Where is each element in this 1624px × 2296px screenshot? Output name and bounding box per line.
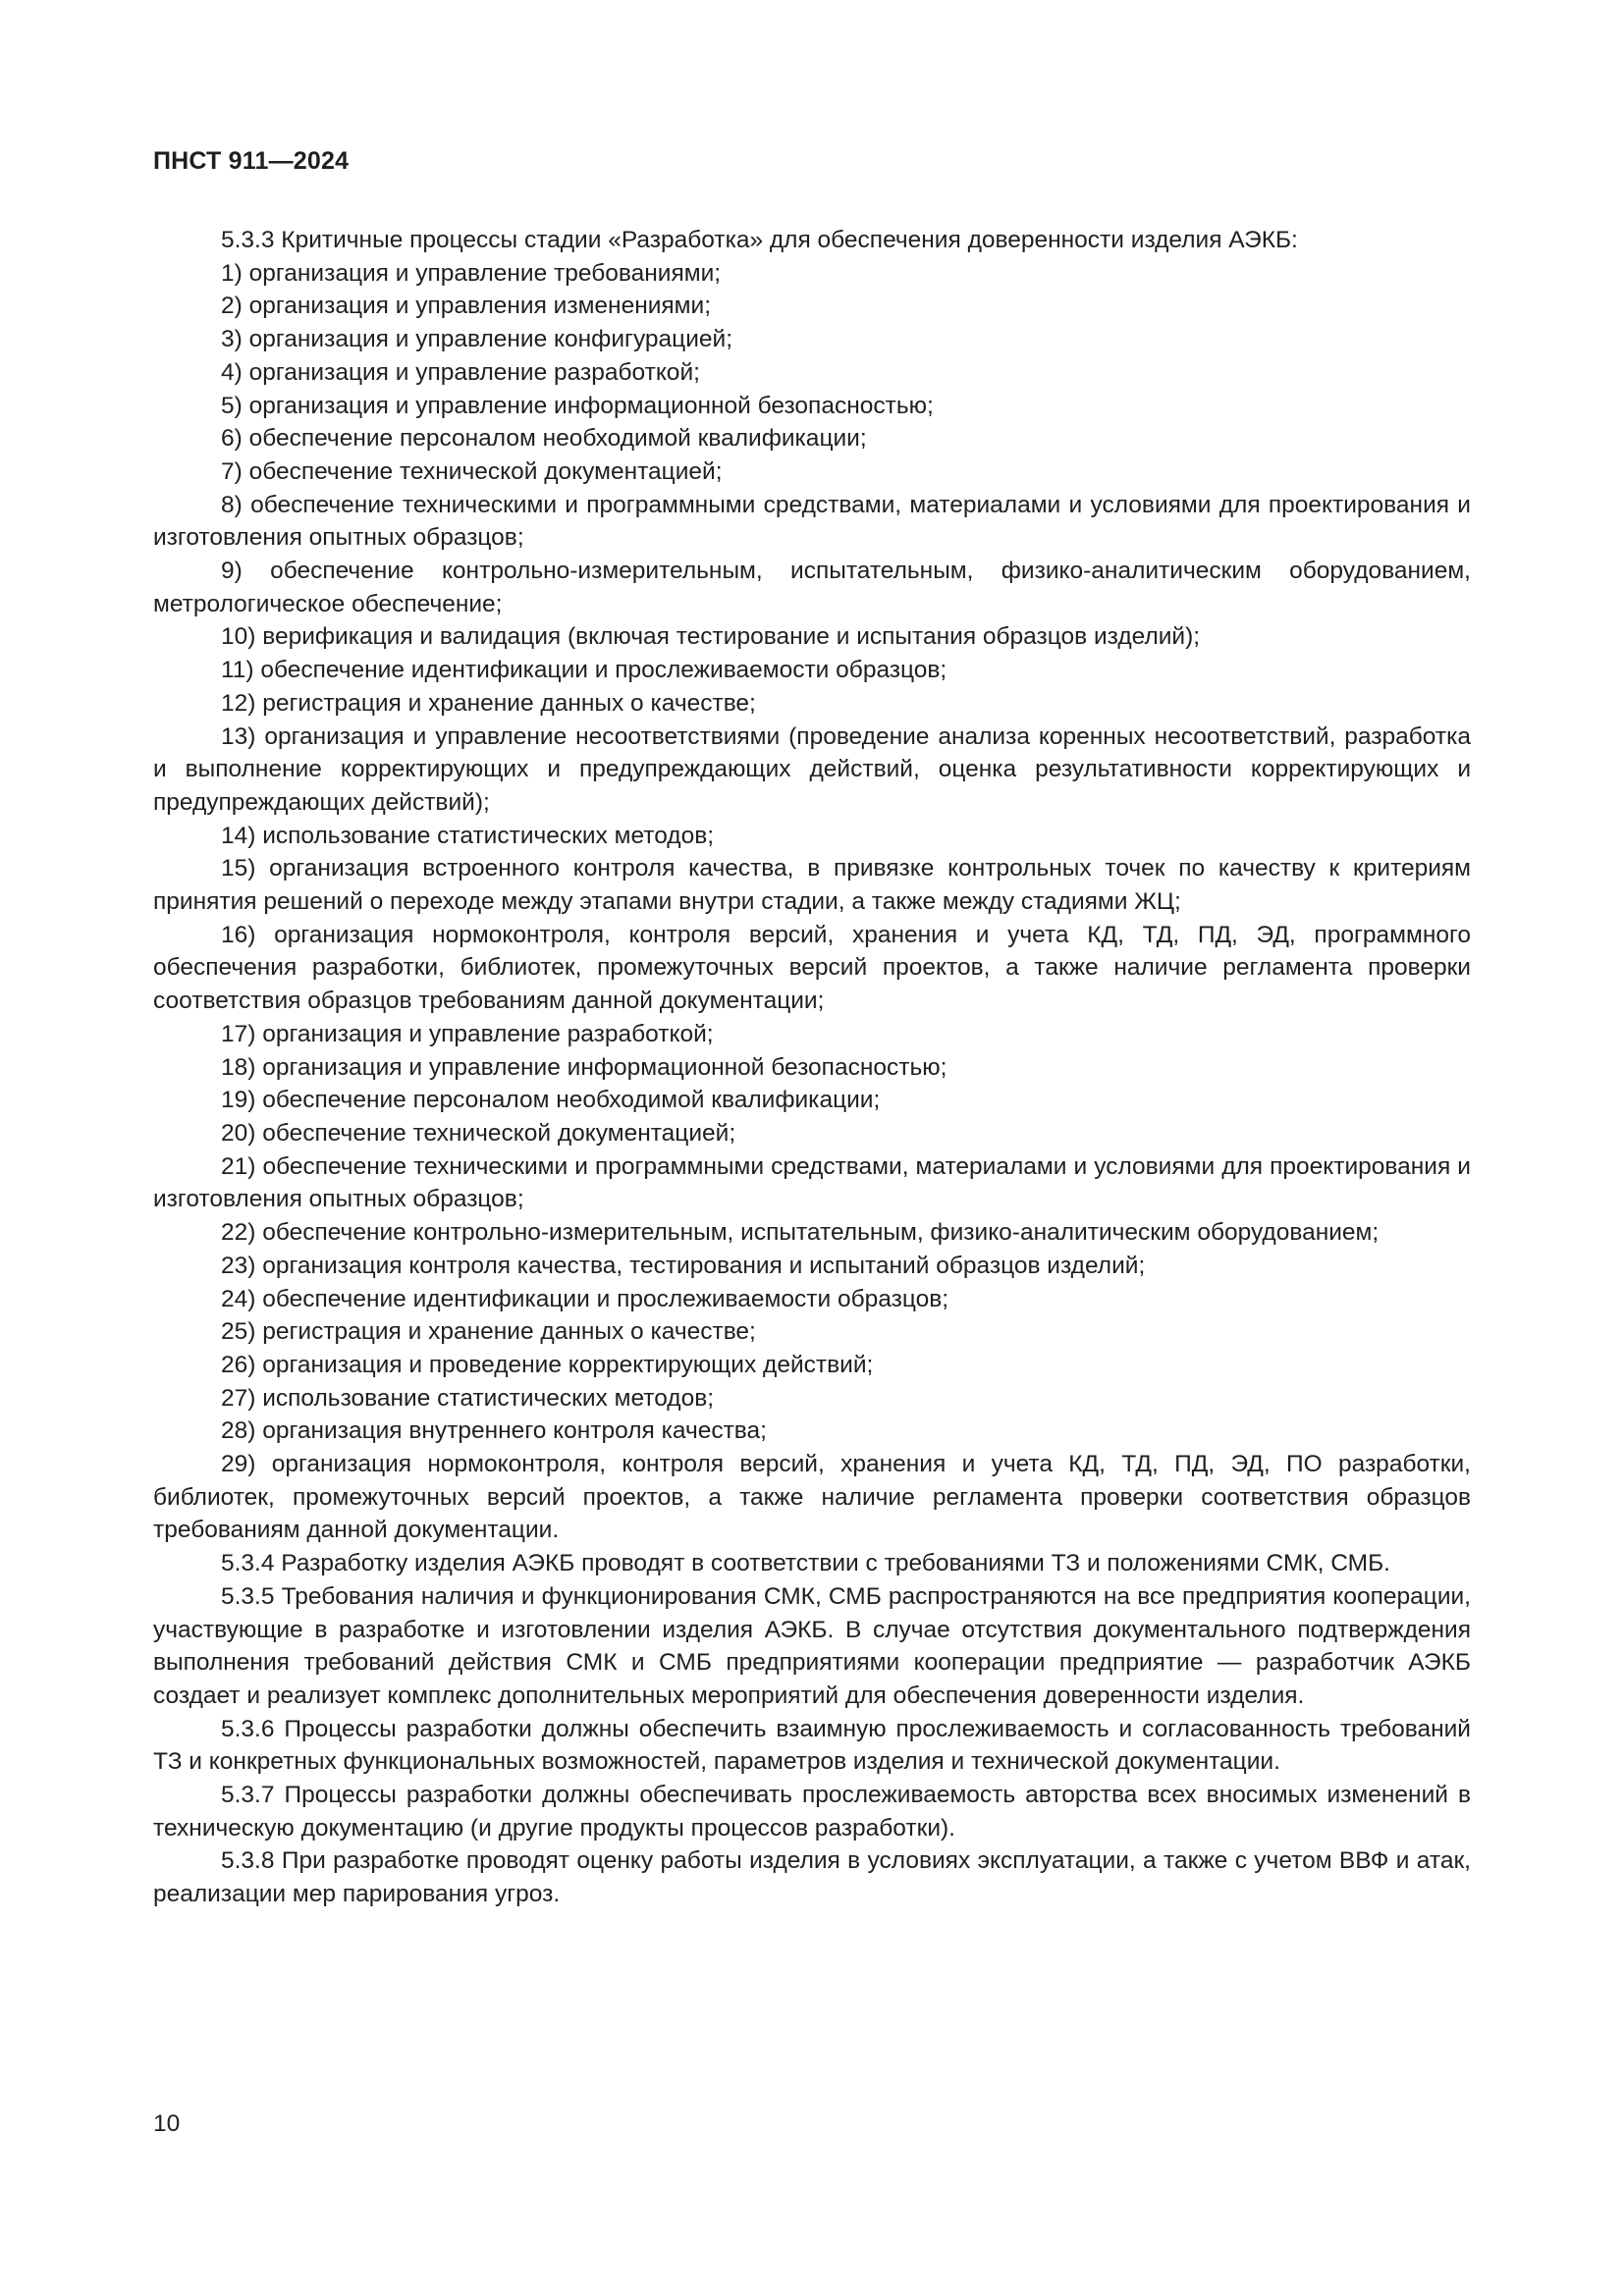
page-number: 10 (153, 2110, 181, 2137)
list-item: 8) обеспечение техническими и программными средствами, материалами и условиями для проектирования и изготовления опытных образцов; (153, 491, 1471, 552)
list-item: 21) обеспечение техническими и программными средствами, материалами и условиями для проектирования и изготовления опытных образцов; (153, 1152, 1471, 1213)
list-item: 16) организация нормоконтроля, контроля версий, хранения и учета КД, ТД, ПД, ЭД, программного обеспечения разработки, библиотек, промежуточных версий проектов, а также наличие регламента проверки соответствия образцов требованиям данной документации; (153, 921, 1471, 1015)
list-item: 23) организация контроля качества, тестирования и испытаний образцов изделий; (221, 1252, 1146, 1279)
list-item: 7) обеспечение технической документацией; (221, 457, 723, 485)
paragraph: 5.3.8 При разработке проводят оценку работы изделия в условиях эксплуатации, а также с учетом ВВФ и атак, реализации мер парирования угроз. (153, 1847, 1471, 1908)
list-item: 19) обеспечение персоналом необходимой квалификации; (221, 1087, 881, 1114)
paragraph: 5.3.3 Критичные процессы стадии «Разработка» для обеспечения доверенности изделия АЭКБ: (221, 227, 1298, 253)
list-item: 27) использование статистических методов; (221, 1384, 715, 1412)
list-item: 18) организация и управление информационной безопасностью; (221, 1053, 947, 1081)
list-item: 22) обеспечение контрольно-измерительным, испытательным, физико-аналитическим оборудованием; (221, 1219, 1380, 1247)
paragraph: 5.3.5 Требования наличия и функционирования СМК, СМБ распространяются на все предприятия кооперации, участвующие в разработке и изготовлении изделия АЭКБ. В случае отсутствия документального подтверждения выполнения требований действия СМК и СМБ предприятиями кооперации предприятие — разработчик АЭКБ создает и реализует комплекс дополнительных мероприятий для обеспечения доверенности изделия. (153, 1582, 1471, 1709)
paragraph: 5.3.4 Разработку изделия АЭКБ проводят в соответствии с требованиями ТЗ и положениями СМК, СМБ. (221, 1550, 1390, 1577)
list-item: 10) верификация и валидация (включая тестирование и испытания образцов изделий); (221, 623, 1201, 651)
list-item: 4) организация и управление разработкой; (221, 358, 700, 386)
document-header: ПНСТ 911—2024 (153, 147, 350, 175)
list-item: 9) обеспечение контрольно-измерительным, испытательным, физико-аналитическим оборудованием, метрологическое обеспечение; (153, 558, 1471, 617)
list-item: 14) использование статистических методов; (221, 822, 715, 849)
list-item: 12) регистрация и хранение данных о качестве; (221, 689, 756, 717)
list-item: 24) обеспечение идентификации и прослеживаемости образцов; (221, 1285, 949, 1312)
paragraph: 5.3.6 Процессы разработки должны обеспечить взаимную прослеживаемость и согласованность требований ТЗ и конкретных функциональных возможностей, параметров изделия и технической документации. (153, 1715, 1471, 1776)
list-item: 15) организация встроенного контроля качества, в привязке контрольных точек по качеству к критериям принятия решений о переходе между этапами внутри стадии, а также между стадиями ЖЦ; (153, 855, 1471, 916)
list-item: 11) обеспечение идентификации и прослеживаемости образцов; (221, 657, 947, 684)
list-item: 26) организация и проведение корректирующих действий; (221, 1351, 874, 1378)
list-item: 29) организация нормоконтроля, контроля версий, хранения и учета КД, ТД, ПД, ЭД, ПО разработки, библиотек, промежуточных версий проектов, а также наличие регламента проверки соответствия образцов требованиям данной документации. (153, 1451, 1471, 1544)
list-item: 13) организация и управление несоответствиями (проведение анализа коренных несоответствий, разработка и выполнение корректирующих и предупреждающих действий, оценка результативности корректирующих и предупреждающих действий); (153, 722, 1471, 816)
list-item: 20) обеспечение технической документацией; (221, 1119, 736, 1147)
list-item: 5) организация и управление информационной безопасностью; (221, 392, 934, 419)
paragraph: 5.3.7 Процессы разработки должны обеспечивать прослеживаемость авторства всех вносимых изменений в техническую документацию (и другие продукты процессов разработки). (153, 1782, 1471, 1842)
list-item: 1) организация и управление требованиями; (221, 259, 722, 287)
list-item: 3) организация и управление конфигурацией; (221, 326, 733, 353)
list-item: 17) организация и управление разработкой; (221, 1020, 714, 1047)
list-item: 6) обеспечение персоналом необходимой квалификации; (221, 425, 867, 453)
list-item: 25) регистрация и хранение данных о качестве; (221, 1318, 756, 1346)
list-item: 2) организация и управления изменениями; (221, 293, 712, 320)
document-body (153, 224, 1471, 1911)
list-item: 28) организация внутреннего контроля качества; (221, 1417, 767, 1445)
